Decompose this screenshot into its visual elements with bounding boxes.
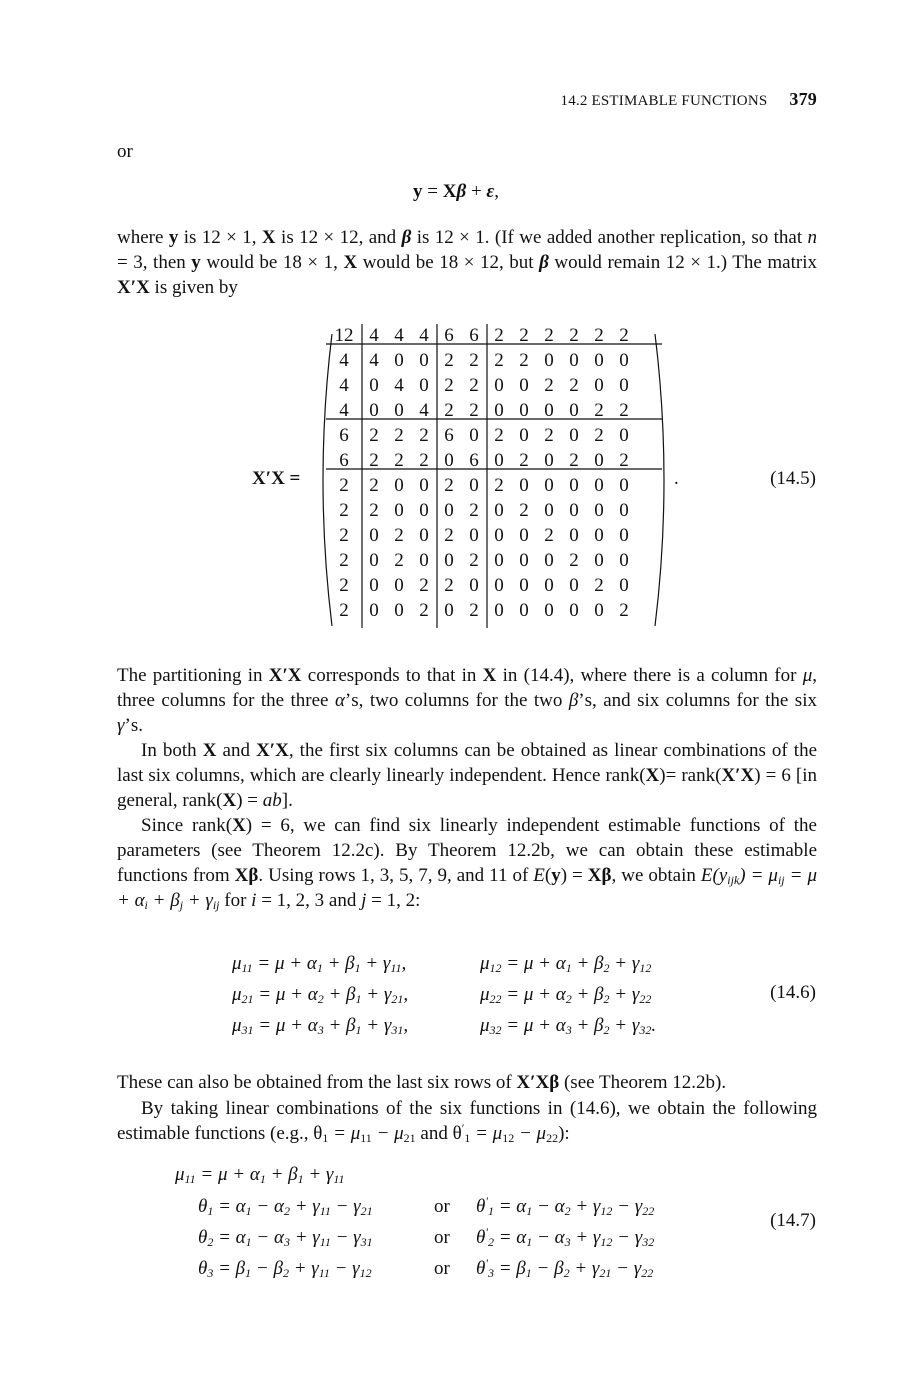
matrix-cell: 0	[419, 350, 429, 371]
matrix-cell: 2	[444, 575, 454, 596]
matrix-cell: 0	[594, 600, 604, 621]
eq-x: X	[442, 181, 457, 202]
matrix-cell: 0	[494, 525, 504, 546]
matrix-cell: 0	[394, 500, 404, 521]
matrix-cell: 2	[594, 575, 604, 596]
paragraph-linear-combinations: By taking linear combinations of the six functions in (14.6), we obtain the following estimable functions (e.g., $\theta_1 = \mu_{11} - \mu_{21}$ and $\theta'_1 = \mu_{12} - \mu_{22}$):	[117, 1098, 817, 1145]
matrix-cell: 0	[519, 425, 529, 446]
matrix-cell: 0	[369, 400, 379, 421]
matrix-cell: 2	[544, 425, 554, 446]
matrix-cell: 0	[544, 475, 554, 496]
matrix-cell: 0	[569, 525, 579, 546]
matrix-cell: 0	[369, 375, 379, 396]
matrix-cell: 2	[394, 425, 404, 446]
matrix-cell: 2	[419, 600, 429, 621]
matrix-cell: 2	[339, 575, 349, 596]
matrix-cell: 2	[469, 350, 479, 371]
matrix-cell: 0	[569, 500, 579, 521]
left-paren	[323, 334, 332, 626]
running-header	[480, 89, 817, 110]
matrix-cell: 0	[519, 375, 529, 396]
equation-number-14-6: (14.6)	[770, 982, 816, 1003]
matrix-cell: 0	[469, 475, 479, 496]
matrix-cell: 6	[444, 425, 454, 446]
matrix-cell: 4	[394, 325, 404, 346]
paragraph-last-six-rows: These can also be obtained from the last six rows of X′Xβ (see Theorem 12.2b).	[117, 1072, 727, 1093]
matrix-cell: 2	[339, 475, 349, 496]
matrix-cell: 4	[369, 350, 379, 371]
matrix-cell: 2	[544, 325, 554, 346]
matrix-cell: 0	[569, 350, 579, 371]
matrix-cell: 0	[569, 575, 579, 596]
matrix-cell: 0	[594, 450, 604, 471]
matrix-cell: 0	[494, 375, 504, 396]
matrix-cell: 2	[444, 525, 454, 546]
matrix-cell: 0	[619, 525, 629, 546]
matrix-cell: 2	[494, 350, 504, 371]
intro-word: or	[117, 141, 133, 162]
matrix-cell: 0	[619, 425, 629, 446]
matrix-cell: 2	[469, 600, 479, 621]
eq-epsilon: ε	[486, 181, 495, 202]
matrix-cell: 2	[444, 350, 454, 371]
eq147-first-line: $\mu_{11} = \mu + \alpha_1 + \beta_1 + \gamma_{11}$	[175, 1164, 345, 1186]
matrix-cell: 0	[394, 575, 404, 596]
matrix-cell: 0	[544, 350, 554, 371]
eq147-line: $\theta_3 = \beta_1 - \beta_2 + \gamma_{11} - \gamma_{12}$ or $\theta'_3 = \beta_1 - \beta_2 + \gamma_{21} - \gamma_{22}$	[198, 1256, 654, 1280]
model-equation	[413, 181, 499, 203]
matrix-cell: 4	[339, 400, 349, 421]
matrix-cell: 0	[519, 550, 529, 571]
xtx-matrix	[310, 320, 680, 635]
equation-block-14-6	[232, 953, 732, 1046]
matrix-cell: 0	[494, 400, 504, 421]
matrix-cell: 0	[419, 475, 429, 496]
eq-y: y	[413, 181, 423, 202]
matrix-cell: 0	[519, 400, 529, 421]
eq147-line: $\theta_2 = \alpha_1 - \alpha_3 + \gamma_{11} - \gamma_{31}$ or $\theta'_2 = \alpha_1 - \alpha_3 + \gamma_{12} - \gamma_{32}$	[198, 1225, 655, 1249]
matrix-cell: 0	[444, 550, 454, 571]
matrix-cell: 2	[394, 450, 404, 471]
matrix-cell: 2	[494, 475, 504, 496]
matrix-cell: 6	[469, 325, 479, 346]
matrix-cell: 2	[594, 400, 604, 421]
matrix-cell: 0	[619, 475, 629, 496]
matrix-cell: 4	[394, 375, 404, 396]
matrix-cell: 0	[369, 550, 379, 571]
matrix-cell: 0	[519, 525, 529, 546]
matrix-cell: 0	[619, 575, 629, 596]
matrix-cell: 2	[544, 525, 554, 546]
matrix-label: X′X =	[252, 468, 301, 489]
matrix-cell: 2	[369, 500, 379, 521]
matrix-cell: 2	[519, 325, 529, 346]
matrix-cell: 6	[469, 450, 479, 471]
matrix-cell: 2	[444, 375, 454, 396]
matrix-cell: 2	[569, 325, 579, 346]
matrix-cell: 0	[394, 600, 404, 621]
matrix-cell: 2	[394, 525, 404, 546]
matrix-cell: 6	[444, 325, 454, 346]
matrix-cell: 0	[544, 550, 554, 571]
or-word: or	[434, 1258, 450, 1279]
matrix-cell: 0	[569, 425, 579, 446]
matrix-cell: 2	[369, 425, 379, 446]
matrix-cell: 4	[419, 400, 429, 421]
matrix-cell: 0	[544, 400, 554, 421]
matrix-cell: 2	[569, 450, 579, 471]
eq-equals: =	[422, 181, 443, 202]
matrix-cell: 2	[419, 425, 429, 446]
page-number: 379	[789, 89, 817, 109]
eq146-line: $\mu_{21} = \mu + \alpha_2 + \beta_1 + \gamma_{21}$, $\mu_{22} = \mu + \alpha_2 + \beta_2 + \gamma_{22}$	[232, 984, 652, 1006]
matrix-cell: 0	[544, 600, 554, 621]
matrix-cell: 0	[619, 500, 629, 521]
matrix-cell: 2	[619, 450, 629, 471]
matrix-cell: 0	[444, 450, 454, 471]
matrix-cell: 2	[619, 400, 629, 421]
matrix-trailing-period: .	[674, 468, 679, 489]
or-word: or	[434, 1196, 450, 1217]
matrix-cell: 0	[394, 475, 404, 496]
matrix-cell: 4	[369, 325, 379, 346]
matrix-cell: 0	[444, 500, 454, 521]
matrix-cell: 6	[339, 450, 349, 471]
matrix-cell: 0	[394, 350, 404, 371]
paragraph-partitioning: The partitioning in X′X corresponds to that in X in (14.4), where there is a column for μ, three columns for the three α’s, two columns for the two β’s, and six columns for the six γ’s.	[117, 665, 817, 736]
matrix-cell: 4	[419, 325, 429, 346]
equation-number-14-7: (14.7)	[770, 1210, 816, 1231]
eq147-line: $\theta_1 = \alpha_1 - \alpha_2 + \gamma_{11} - \gamma_{21}$ or $\theta'_1 = \alpha_1 - \alpha_2 + \gamma_{12} - \gamma_{22}$	[198, 1194, 655, 1218]
matrix-cell: 6	[339, 425, 349, 446]
matrix-cell: 0	[469, 525, 479, 546]
paragraph-rank: In both X and X′X, the first six columns can be obtained as linear combinations of the last six columns, which are clearly linearly independent. Hence rank(X)= rank(X′X) = 6 [in general, rank(X) = ab].	[117, 740, 818, 811]
equation-number-14-5: (14.5)	[770, 468, 816, 489]
matrix-cell: 0	[594, 525, 604, 546]
matrix-cell: 0	[619, 375, 629, 396]
matrix-cell: 2	[339, 525, 349, 546]
matrix-cell: 0	[544, 450, 554, 471]
matrix-cell: 2	[369, 475, 379, 496]
paragraph-dimensions: where y is 12 × 1, X is 12 × 12, and β is 12 × 1. (If we added another replication, so that n = 3, then y would be 18 × 1, X would be 18 × 12, but β would remain 12 × 1.) The matrix X′X is given by	[117, 227, 817, 298]
eq-beta: β	[456, 181, 467, 202]
matrix-cell: 2	[619, 600, 629, 621]
matrix-cell: 2	[619, 325, 629, 346]
matrix-cell: 4	[339, 350, 349, 371]
eq146-line: $\mu_{11} = \mu + \alpha_1 + \beta_1 + \gamma_{11}$, $\mu_{12} = \mu + \alpha_1 + \beta_2 + \gamma_{12}$	[232, 953, 652, 975]
matrix-cell: 0	[494, 575, 504, 596]
matrix-cell: 0	[369, 575, 379, 596]
matrix-cell: 0	[619, 550, 629, 571]
matrix-cell: 2	[519, 450, 529, 471]
matrix-cell: 2	[519, 500, 529, 521]
matrix-cell: 0	[569, 600, 579, 621]
right-paren	[655, 334, 664, 626]
matrix-cell: 2	[469, 400, 479, 421]
matrix-cell: 0	[469, 425, 479, 446]
matrix-cell: 0	[494, 500, 504, 521]
matrix-cell: 0	[619, 350, 629, 371]
matrix-cell: 2	[469, 375, 479, 396]
matrix-cell: 0	[369, 525, 379, 546]
matrix-cell: 0	[569, 475, 579, 496]
matrix-cell: 0	[469, 575, 479, 596]
matrix-cell: 0	[394, 400, 404, 421]
matrix-cell: 0	[594, 475, 604, 496]
matrix-cell: 0	[494, 550, 504, 571]
matrix-cell: 2	[519, 350, 529, 371]
matrix-cell: 2	[544, 375, 554, 396]
eq-comma: ,	[494, 181, 499, 202]
matrix-cell: 2	[569, 375, 579, 396]
matrix-cell: 2	[494, 425, 504, 446]
matrix-cell: 0	[419, 550, 429, 571]
matrix-cell: 2	[419, 450, 429, 471]
matrix-cell: 0	[494, 600, 504, 621]
matrix-cell: 12	[334, 325, 354, 346]
paragraph-estimable: Since rank(X) = 6, we can find six linearly independent estimable functions of the parameters (see Theorem 12.2c). By Theorem 12.2b, we can obtain these estimable functions from Xβ. Using rows 1, 3, 5, 7, 9, and 11 of E(y) = Xβ, we obtain $E(y_{ijk}) = \mu_{ij} = \mu + \alpha_i + \beta_j + \gamma_{ij}$ for i = 1, 2, 3 and j = 1, 2:	[117, 815, 817, 912]
matrix-cell: 0	[419, 375, 429, 396]
matrix-cell: 2	[339, 500, 349, 521]
matrix-cell: 0	[419, 525, 429, 546]
matrix-cell: 0	[594, 350, 604, 371]
section-title: 14.2 ESTIMABLE FUNCTIONS	[560, 93, 768, 109]
matrix-cell: 2	[494, 325, 504, 346]
matrix-cell: 0	[544, 575, 554, 596]
matrix-cell: 2	[339, 550, 349, 571]
eq146-line: $\mu_{31} = \mu + \alpha_3 + \beta_1 + \gamma_{31}$, $\mu_{32} = \mu + \alpha_3 + \beta_2 + \gamma_{32}$.	[232, 1015, 657, 1037]
matrix-cell: 4	[339, 375, 349, 396]
matrix-cell: 0	[594, 550, 604, 571]
matrix-cell: 2	[419, 575, 429, 596]
matrix-cell: 0	[569, 400, 579, 421]
matrix-cell: 0	[519, 600, 529, 621]
matrix-cell: 2	[469, 500, 479, 521]
matrix-cell: 2	[569, 550, 579, 571]
matrix-cell: 2	[444, 400, 454, 421]
eq-plus: +	[466, 181, 487, 202]
matrix-cell: 2	[594, 325, 604, 346]
matrix-cell: 2	[444, 475, 454, 496]
matrix-cell: 0	[594, 500, 604, 521]
or-word: or	[434, 1227, 450, 1248]
matrix-cell: 2	[369, 450, 379, 471]
matrix-cell: 0	[544, 500, 554, 521]
matrix-cell: 0	[594, 375, 604, 396]
matrix-cell: 2	[394, 550, 404, 571]
matrix-cell: 0	[519, 575, 529, 596]
matrix-cell: 0	[519, 475, 529, 496]
matrix-cell: 0	[444, 600, 454, 621]
matrix-cell: 0	[419, 500, 429, 521]
matrix-cell: 2	[469, 550, 479, 571]
matrix-cell: 2	[339, 600, 349, 621]
matrix-cell: 0	[369, 600, 379, 621]
matrix-cell: 2	[594, 425, 604, 446]
matrix-cell: 0	[494, 450, 504, 471]
